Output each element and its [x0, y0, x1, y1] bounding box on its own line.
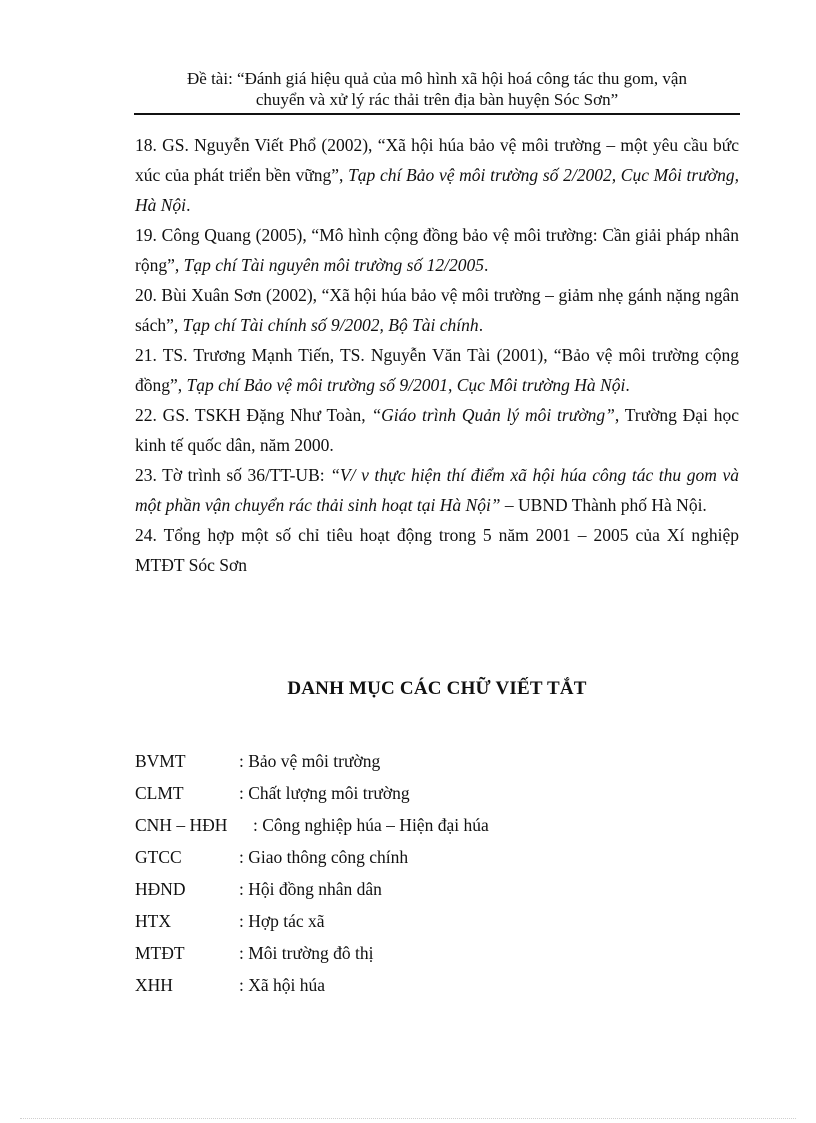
page-bottom-divider [20, 1118, 796, 1119]
reference-tail: . [186, 195, 191, 215]
abbreviation-definition: : Giao thông công chính [239, 847, 409, 867]
reference-source: Tạp chí Bảo vệ môi trường số 9/2001, Cục Môi trường Hà Nội [186, 375, 626, 395]
abbreviation-code: HĐND [135, 879, 186, 899]
reference-text: 18. GS. Nguyễn Viết Phổ (2002), “Xã hội húa bảo vệ môi trường – một yêu cầu bức xúc của phát triển bền vững”, [135, 135, 739, 185]
reference-tail: . [483, 255, 489, 275]
reference-item [135, 400, 739, 460]
abbreviation-code: HTX [135, 911, 171, 931]
abbreviation-definition: : Công nghiệp húa – Hiện đại húa [253, 815, 489, 835]
reference-source: “Giáo trình Quản lý môi trường” [371, 405, 615, 425]
reference-text: 21. TS. Trương Mạnh Tiến, TS. Nguyễn Văn Tài (2001), “Bảo vệ môi trường cộng đồng”, [135, 345, 739, 395]
abbreviation-code: MTĐT [135, 943, 185, 963]
header-line-1: Đề tài: “Đánh giá hiệu quả của mô hình xã hội hoá công tác thu gom, vận [187, 69, 687, 88]
abbreviation-row [135, 813, 635, 845]
reference-source: Tạp chí Tài nguyên môi trường số 12/2005 [183, 255, 484, 275]
page-header [134, 68, 740, 110]
reference-item [135, 130, 739, 220]
header-line-2: chuyển và xử lý rác thải trên địa bàn huyện Sóc Sơn” [255, 90, 619, 109]
header-divider [134, 113, 740, 115]
abbreviation-definition: : Hội đồng nhân dân [239, 879, 382, 899]
abbreviation-definition: : Chất lượng môi trường [239, 783, 410, 803]
reference-source: “V/ v thực hiện thí điểm xã hội húa công tác thu gom và một phần vận chuyển rác thải sinh hoạt tại Hà Nội” [135, 465, 740, 515]
abbreviation-row [135, 909, 635, 941]
reference-text: 19. Công Quang (2005), “Mô hình cộng đồng bảo vệ môi trường: Cần giải pháp nhân rộng”, [135, 225, 739, 275]
abbreviation-definition: : Bảo vệ môi trường [239, 751, 381, 771]
reference-text: 23. Tờ trình số 36/TT-UB: [135, 465, 331, 485]
reference-text: 24. Tổng hợp một số chỉ tiêu hoạt động trong 5 năm 2001 – 2005 của Xí nghiệp MTĐT Sóc Sơn [135, 525, 739, 575]
abbreviation-code: XHH [135, 975, 173, 995]
reference-item [135, 520, 739, 580]
reference-tail: . [478, 315, 484, 335]
reference-text: 20. Bùi Xuân Sơn (2002), “Xã hội húa bảo vệ môi trường – giảm nhẹ gánh nặng ngân sách”, [135, 285, 739, 335]
abbreviation-definition: : Xã hội húa [239, 975, 326, 995]
abbreviation-row [135, 877, 635, 909]
reference-tail: , Trường Đại học kinh tế quốc dân, năm 2000. [135, 405, 739, 455]
abbreviation-row [135, 941, 635, 973]
reference-list [135, 130, 739, 580]
abbreviation-row [135, 781, 635, 813]
abbreviations-title: DANH MỤC CÁC CHỮ VIẾT TẮT [287, 678, 587, 699]
abbreviation-row [135, 845, 635, 877]
abbreviation-definition: : Hợp tác xã [239, 911, 325, 931]
abbreviation-row [135, 973, 635, 1005]
reference-item [135, 220, 739, 280]
reference-item [135, 460, 739, 520]
reference-item [135, 280, 739, 340]
reference-item [135, 340, 739, 400]
reference-source: Tạp chí Bảo vệ môi trường số 2/2002, Cục Môi trường, Hà Nội [135, 165, 739, 215]
abbreviation-code: CNH – HĐH [135, 815, 228, 835]
abbreviation-code: CLMT [135, 783, 184, 803]
abbreviation-row [135, 749, 635, 781]
abbreviation-definition: : Môi trường đô thị [239, 943, 374, 963]
abbreviation-code: GTCC [135, 847, 182, 867]
abbreviation-list [135, 749, 635, 1005]
reference-tail: . [625, 375, 630, 395]
reference-source: Tạp chí Tài chính số 9/2002, Bộ Tài chính [182, 315, 479, 335]
reference-text: 22. GS. TSKH Đặng Như Toàn, [135, 405, 372, 425]
abbreviation-code: BVMT [135, 751, 186, 771]
reference-tail: – UBND Thành phố Hà Nội. [500, 495, 707, 515]
